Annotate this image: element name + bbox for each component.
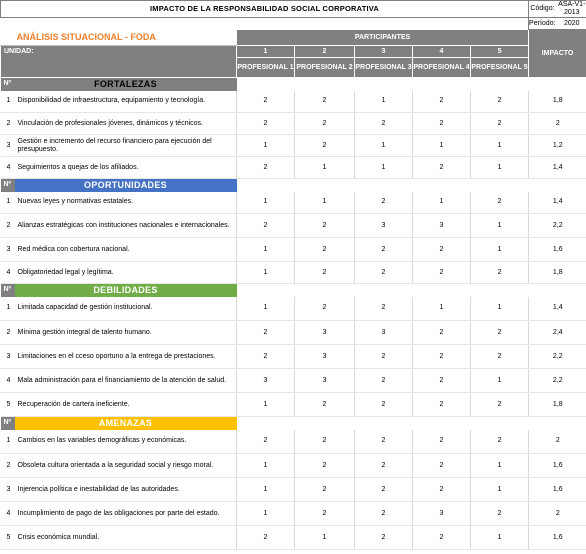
- item-description: Nuevas leyes y normativas estatales.: [15, 192, 237, 214]
- impact-cell: 1,6: [529, 478, 586, 502]
- score-cell: 1: [237, 262, 295, 284]
- section-number-label: Nº: [1, 284, 15, 297]
- item-number: 2: [1, 214, 15, 238]
- score-cell: 2: [237, 157, 295, 179]
- impact-cell: 2,2: [529, 369, 586, 393]
- table-row: [1, 454, 586, 478]
- item-description: Alianzas estratégicas con instituciones nacionales e internacionales.: [15, 214, 237, 238]
- table-row: [1, 430, 586, 454]
- table-row: [1, 192, 586, 214]
- table-row: [1, 321, 586, 345]
- score-cell: 1: [295, 157, 355, 179]
- code-value: ASA-V1-2013: [558, 1, 586, 16]
- item-number: 3: [1, 135, 15, 157]
- score-cell: 2: [295, 430, 355, 454]
- analysis-title: ANÁLISIS SITUACIONAL - FODA: [1, 30, 237, 46]
- participant-number: 5: [471, 46, 529, 58]
- score-cell: 2: [413, 526, 471, 550]
- impact-cell: 1,8: [529, 91, 586, 113]
- score-cell: 2: [413, 321, 471, 345]
- header-row-1: [1, 30, 586, 46]
- item-number: 3: [1, 238, 15, 262]
- score-cell: 2: [471, 113, 529, 135]
- item-description: Recuperación de cartera ineficiente.: [15, 393, 237, 417]
- item-description: Limitada capacidad de gestión institucional.: [15, 297, 237, 321]
- score-cell: 2: [413, 157, 471, 179]
- participant-name: PROFESIONAL 2: [295, 58, 355, 78]
- impact-cell: 1,6: [529, 454, 586, 478]
- score-cell: 1: [355, 135, 413, 157]
- item-number: 4: [1, 502, 15, 526]
- score-cell: 2: [413, 262, 471, 284]
- score-cell: 2: [413, 91, 471, 113]
- section-title: DEBILIDADES: [15, 284, 237, 297]
- item-number: 2: [1, 454, 15, 478]
- table-row: [1, 262, 586, 284]
- score-cell: 2: [237, 113, 295, 135]
- score-cell: 1: [413, 135, 471, 157]
- period-label: Período:: [529, 19, 556, 27]
- score-cell: 3: [237, 369, 295, 393]
- impact-cell: 2,2: [529, 345, 586, 369]
- item-number: 1: [1, 430, 15, 454]
- score-cell: 2: [471, 192, 529, 214]
- item-description: Obsoleta cultura orientada a la seguridad social y riesgo moral.: [15, 454, 237, 478]
- score-cell: 2: [471, 91, 529, 113]
- item-description: Seguimientos a quejas de los afiliados.: [15, 157, 237, 179]
- item-description: Red médica con cobertura nacional.: [15, 238, 237, 262]
- participant-name: PROFESIONAL 3: [355, 58, 413, 78]
- score-cell: 3: [295, 345, 355, 369]
- score-cell: 2: [295, 91, 355, 113]
- participant-name: PROFESIONAL 4: [413, 58, 471, 78]
- table-row: [1, 502, 586, 526]
- score-cell: 2: [355, 526, 413, 550]
- participant-number: 4: [413, 46, 471, 58]
- impact-cell: 1,8: [529, 262, 586, 284]
- document-title: IMPACTO DE LA RESPONSABILIDAD SOCIAL CORPORATIVA: [1, 1, 529, 18]
- score-cell: 2: [295, 393, 355, 417]
- item-description: Injerencia política e inestabilidad de las autoridades.: [15, 478, 237, 502]
- score-cell: 2: [355, 345, 413, 369]
- score-cell: 1: [355, 91, 413, 113]
- score-cell: 2: [413, 113, 471, 135]
- item-number: 3: [1, 345, 15, 369]
- impact-cell: 1,4: [529, 297, 586, 321]
- score-cell: 1: [237, 502, 295, 526]
- score-cell: 2: [355, 262, 413, 284]
- section-number-label: Nº: [1, 179, 15, 192]
- item-number: 4: [1, 262, 15, 284]
- unit-label: UNIDAD:: [1, 46, 237, 78]
- section-header-fortalezas: [1, 78, 586, 91]
- score-cell: 1: [471, 135, 529, 157]
- score-cell: 2: [471, 502, 529, 526]
- period-cell: [529, 18, 586, 30]
- score-cell: 1: [471, 478, 529, 502]
- score-cell: 2: [355, 502, 413, 526]
- item-number: 2: [1, 321, 15, 345]
- impact-cell: 2,4: [529, 321, 586, 345]
- score-cell: 2: [295, 238, 355, 262]
- impact-cell: 2: [529, 502, 586, 526]
- score-cell: 2: [237, 214, 295, 238]
- participant-number: 2: [295, 46, 355, 58]
- score-cell: 1: [295, 526, 355, 550]
- score-cell: 1: [471, 454, 529, 478]
- score-cell: 2: [295, 478, 355, 502]
- item-description: Cambios en las variables demográficas y económicas.: [15, 430, 237, 454]
- score-cell: 2: [295, 214, 355, 238]
- score-cell: 2: [237, 526, 295, 550]
- impact-cell: 1,4: [529, 192, 586, 214]
- participant-number: 3: [355, 46, 413, 58]
- item-number: 1: [1, 192, 15, 214]
- score-cell: 2: [295, 113, 355, 135]
- score-cell: 3: [413, 214, 471, 238]
- score-cell: 1: [237, 135, 295, 157]
- score-cell: 2: [237, 321, 295, 345]
- score-cell: 1: [237, 192, 295, 214]
- table-row: [1, 297, 586, 321]
- section-title: AMENAZAS: [15, 417, 237, 430]
- score-cell: 2: [471, 321, 529, 345]
- score-cell: 2: [355, 369, 413, 393]
- item-number: 5: [1, 526, 15, 550]
- item-number: 1: [1, 91, 15, 113]
- table-row: [1, 393, 586, 417]
- impact-cell: 2: [529, 113, 586, 135]
- section-header-amenazas: [1, 417, 586, 430]
- score-cell: 2: [355, 113, 413, 135]
- score-cell: 2: [295, 262, 355, 284]
- item-number: 4: [1, 369, 15, 393]
- impact-cell: 1,6: [529, 526, 586, 550]
- item-number: 2: [1, 113, 15, 135]
- code-label: Código:: [530, 5, 555, 12]
- impact-cell: 2,2: [529, 214, 586, 238]
- score-cell: 2: [413, 345, 471, 369]
- section-title: FORTALEZAS: [15, 78, 237, 91]
- score-cell: 1: [413, 192, 471, 214]
- table-row: [1, 214, 586, 238]
- item-description: Limitaciones en el cceso oportuno a la entrega de prestaciones.: [15, 345, 237, 369]
- item-number: 1: [1, 297, 15, 321]
- score-cell: 1: [471, 526, 529, 550]
- score-cell: 1: [295, 192, 355, 214]
- score-cell: 2: [295, 502, 355, 526]
- table-row: [1, 238, 586, 262]
- impact-cell: 1,8: [529, 393, 586, 417]
- score-cell: 1: [471, 369, 529, 393]
- score-cell: 1: [237, 238, 295, 262]
- item-number: 3: [1, 478, 15, 502]
- score-cell: 2: [355, 454, 413, 478]
- section-number-label: Nº: [1, 417, 15, 430]
- score-cell: 2: [413, 369, 471, 393]
- section-title: OPORTUNIDADES: [15, 179, 237, 192]
- score-cell: 1: [355, 157, 413, 179]
- score-cell: 1: [471, 238, 529, 262]
- table-row: [1, 113, 586, 135]
- score-cell: 2: [237, 91, 295, 113]
- item-description: Gestión e incremento del recurso financiero para ejecución del presupuesto.: [15, 135, 237, 157]
- item-number: 4: [1, 157, 15, 179]
- section-header-oportunidades: [1, 179, 586, 192]
- score-cell: 2: [355, 192, 413, 214]
- score-cell: 2: [295, 297, 355, 321]
- table-row: [1, 478, 586, 502]
- score-cell: 2: [355, 393, 413, 417]
- section-header-debilidades: [1, 284, 586, 297]
- item-number: 5: [1, 393, 15, 417]
- item-description: Disponibilidad de infraestructura, equipamiento y tecnología.: [15, 91, 237, 113]
- item-description: Mala administración para el financiamiento de la atención de salud.: [15, 369, 237, 393]
- participant-name: PROFESIONAL 5: [471, 58, 529, 78]
- table-row: [1, 526, 586, 550]
- score-cell: 2: [355, 238, 413, 262]
- period-row: [1, 18, 586, 30]
- score-cell: 3: [295, 369, 355, 393]
- score-cell: 1: [237, 478, 295, 502]
- score-cell: 1: [471, 157, 529, 179]
- score-cell: 1: [237, 297, 295, 321]
- period-value: 2020: [564, 19, 580, 27]
- impact-cell: 1,4: [529, 157, 586, 179]
- table-row: [1, 135, 586, 157]
- score-cell: 1: [237, 393, 295, 417]
- participant-number: 1: [237, 46, 295, 58]
- score-cell: 2: [355, 297, 413, 321]
- score-cell: 3: [355, 321, 413, 345]
- item-description: Crisis económica mundial.: [15, 526, 237, 550]
- score-cell: 2: [295, 454, 355, 478]
- table-row: [1, 91, 586, 113]
- impact-header: IMPACTO: [529, 30, 586, 78]
- header-row-2: [1, 46, 586, 58]
- score-cell: 2: [413, 238, 471, 262]
- score-cell: 2: [295, 135, 355, 157]
- score-cell: 2: [413, 393, 471, 417]
- score-cell: 1: [471, 297, 529, 321]
- score-cell: 2: [471, 430, 529, 454]
- item-description: Obligatoriedad legal y legítima.: [15, 262, 237, 284]
- score-cell: 2: [471, 345, 529, 369]
- item-description: Mínima gestión integral de talento humano.: [15, 321, 237, 345]
- score-cell: 2: [355, 478, 413, 502]
- item-description: Vinculación de profesionales jóvenes, dinámicos y técnicos.: [15, 113, 237, 135]
- item-description: Incumplimiento de pago de las obligaciones por parte del estado.: [15, 502, 237, 526]
- score-cell: 3: [295, 321, 355, 345]
- score-cell: 2: [413, 478, 471, 502]
- score-cell: 3: [355, 214, 413, 238]
- table-row: [1, 369, 586, 393]
- table-row: [1, 157, 586, 179]
- score-cell: 2: [471, 262, 529, 284]
- code-cell: [529, 1, 586, 18]
- impact-cell: 1,2: [529, 135, 586, 157]
- score-cell: 1: [237, 454, 295, 478]
- impact-cell: 1,6: [529, 238, 586, 262]
- score-cell: 2: [471, 393, 529, 417]
- participants-header: PARTICIPANTES: [237, 30, 529, 46]
- impact-cell: 2: [529, 430, 586, 454]
- table-row: [1, 345, 586, 369]
- title-row: [1, 1, 586, 18]
- score-cell: 2: [355, 430, 413, 454]
- score-cell: 2: [237, 345, 295, 369]
- score-cell: 3: [413, 502, 471, 526]
- score-cell: 2: [413, 430, 471, 454]
- section-number-label: Nº: [1, 78, 15, 91]
- score-cell: 2: [413, 454, 471, 478]
- participant-name: PROFESIONAL 1: [237, 58, 295, 78]
- score-cell: 2: [237, 430, 295, 454]
- score-cell: 1: [413, 297, 471, 321]
- score-cell: 1: [471, 214, 529, 238]
